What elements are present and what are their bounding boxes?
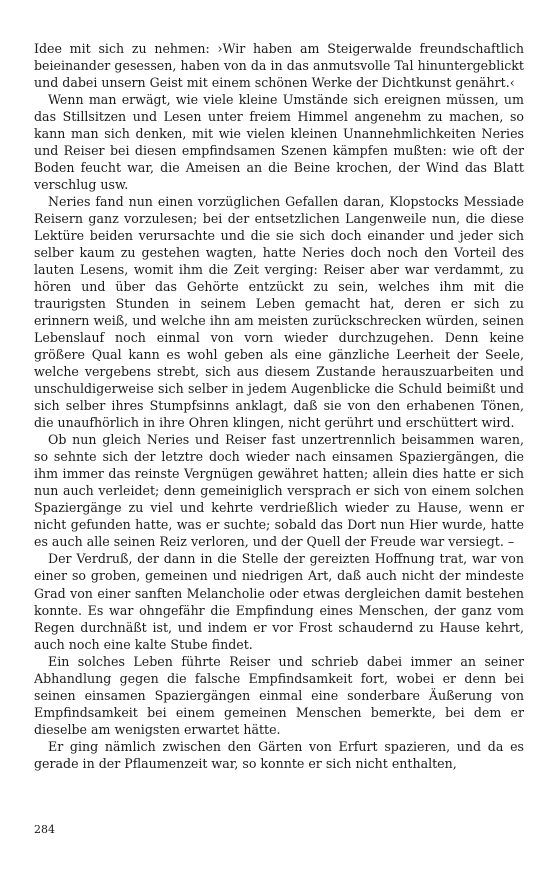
body-text — [34, 40, 524, 772]
page-number: 284 — [34, 823, 55, 836]
paragraph-1: Idee mit sich zu nehmen: ›Wir haben am Steigerwalde freundschaftlich beieinander gesessen, haben von da in das anmutsvolle Tal hinuntergeblickt und dabei unsern Geist mit einem schönen Werke der Dichtkunst genährt.‹ — [34, 41, 524, 91]
paragraph-3: Neries fand nun einen vorzüglichen Gefallen daran, Klopstocks Messiade Reisern ganz vorzulesen; bei der entsetzlichen Langenweile nun, die diese Lektüre beiden verursachte und die sie sich doch einander und jeder sich selber kaum zu gestehen wagten, hatte Neries doch noch den Vorteil des lauten Lesens, womit ihm die Zeit verging: Reiser aber war verdammt, zu hören und über das Gehörte entzückt zu sein, welches ihm mit die traurigsten Stunden in seinem Leben gemacht hat, deren er sich zu erinnern weiß, und welche ihn am meisten zurückschrecken würden, seinen Lebenslauf noch einmal von vorn wieder durchzugehen. Denn keine größere Qual kann es wohl geben als eine gänzliche Leerheit der Seele, welche vergebens strebt, sich aus diesem Zustande herauszuarbeiten und unschuldigerweise sich selber in jedem Augenblicke die Schuld beimißt und sich selber ihres Stumpfsinns anklagt, daß sie von den erhabenen Tönen, die unaufhörlich in ihre Ohren klingen, nicht gerührt und erschüttert wird. — [34, 194, 524, 431]
paragraph-4: Ob nun gleich Neries und Reiser fast unzertrennlich beisammen waren, so sehnte sich der letztre doch wieder nach einsamen Spaziergängen, die ihm immer das reinste Vergnügen gewähret hatten; allein dies hatte er sich nun auch verleidet; denn gemeiniglich versprach er sich von einem solchen Spaziergänge zu viel und kehrte verdrießlich wieder zu Hause, wenn er nicht gefunden hatte, was er suchte; sobald das Dort nun Hier wurde, hatte es auch alle seinen Reiz verloren, und der Quell der Freude war versiegt. – — [34, 432, 524, 550]
paragraph-7: Er ging nämlich zwischen den Gärten von Erfurt spazieren, und da es gerade in der Pflaumenzeit war, so konnte er sich nicht enthalten, — [34, 738, 524, 771]
paragraph-2: Wenn man erwägt, wie viele kleine Umstände sich ereignen müssen, um das Stillsitzen und Lesen unter freiem Himmel angenehm zu machen, so kann man sich denken, mit wie vielen kleinen Unannehmlichkeiten Neries und Reiser bei diesen empfindsamen Szenen kämpfen mußten: wie oft der Boden feucht war, die Ameisen an die Beine krochen, der Wind das Blatt verschlug usw. — [34, 92, 524, 193]
paragraph-6: Ein solches Leben führte Reiser und schrieb dabei immer an seiner Abhandlung gegen die falsche Empfindsamkeit fort, wobei er denn bei seinen einsamen Spaziergängen einmal eine sonderbare Äußerung von Empfindsamkeit bei einem gemeinen Menschen bemerkte, bei dem er dieselbe am wenigsten erwartet hätte. — [34, 653, 524, 737]
paragraph-5: Der Verdruß, der dann in die Stelle der gereizten Hoffnung trat, war von einer so groben, gemeinen und niedrigen Art, daß auch nicht der mindeste Grad von einer sanften Melancholie oder etwas dergleichen damit bestehen konnte. Es war ohngefähr die Empfindung eines Menschen, der ganz vom Regen durchnäßt ist, und indem er vor Frost schaudernd zu Hause kehrt, auch noch eine kalte Stube findet. — [34, 551, 524, 652]
